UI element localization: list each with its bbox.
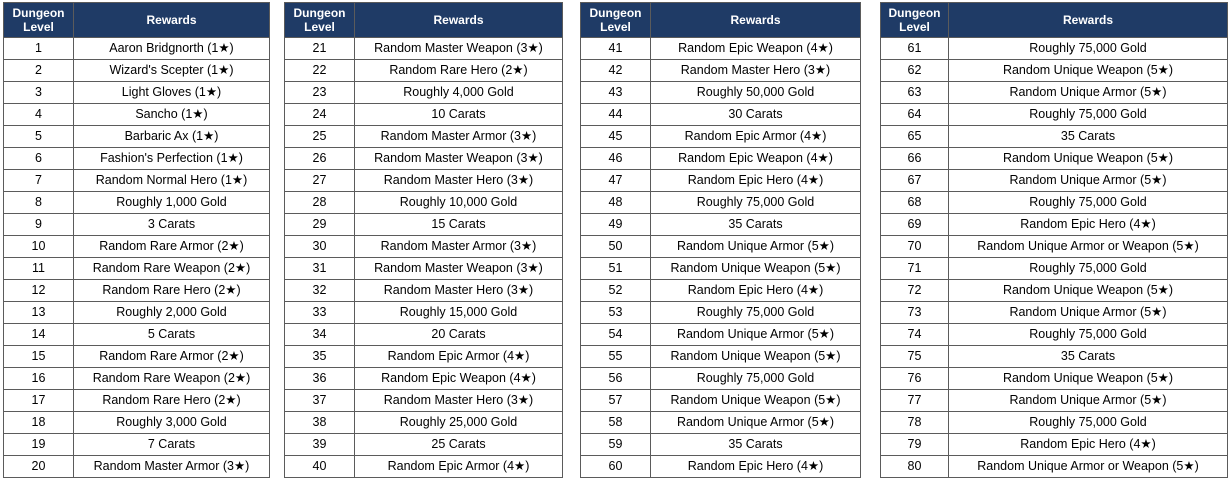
dungeon-level-cell: 10 <box>4 236 74 258</box>
dungeon-level-cell: 18 <box>4 412 74 434</box>
table-row <box>881 280 1228 302</box>
dungeon-level-cell: 78 <box>881 412 949 434</box>
dungeon-level-cell: 43 <box>581 82 651 104</box>
rewards-table-2 <box>284 2 563 478</box>
rewards-table-4 <box>880 2 1228 478</box>
reward-cell: Random Epic Weapon (4★) <box>355 368 563 390</box>
reward-cell: Random Rare Armor (2★) <box>74 236 270 258</box>
dungeon-level-cell: 29 <box>285 214 355 236</box>
dungeon-level-cell: 58 <box>581 412 651 434</box>
dungeon-level-cell: 39 <box>285 434 355 456</box>
table-row <box>4 368 270 390</box>
table-row <box>581 412 861 434</box>
reward-cell: 35 Carats <box>949 346 1228 368</box>
header-level-line1: Dungeon <box>293 6 346 20</box>
table-row <box>285 82 563 104</box>
table-row <box>285 324 563 346</box>
table-row <box>881 434 1228 456</box>
dungeon-level-cell: 77 <box>881 390 949 412</box>
reward-cell: Random Unique Weapon (5★) <box>949 60 1228 82</box>
table-row <box>4 346 270 368</box>
table-row <box>285 258 563 280</box>
table-row <box>4 82 270 104</box>
reward-cell: Roughly 75,000 Gold <box>949 38 1228 60</box>
reward-cell: 30 Carats <box>651 104 861 126</box>
reward-cell: Random Unique Armor or Weapon (5★) <box>949 456 1228 478</box>
table-row <box>285 346 563 368</box>
dungeon-level-cell: 9 <box>4 214 74 236</box>
reward-cell: Roughly 75,000 Gold <box>651 192 861 214</box>
table-row <box>4 412 270 434</box>
table-row <box>285 390 563 412</box>
reward-cell: Random Unique Armor (5★) <box>949 170 1228 192</box>
dungeon-level-cell: 23 <box>285 82 355 104</box>
table-row <box>285 60 563 82</box>
reward-cell: Random Epic Hero (4★) <box>949 434 1228 456</box>
dungeon-level-cell: 68 <box>881 192 949 214</box>
dungeon-level-cell: 66 <box>881 148 949 170</box>
dungeon-level-cell: 31 <box>285 258 355 280</box>
header-level-line2: Level <box>304 20 335 34</box>
table-row <box>881 192 1228 214</box>
reward-cell: 35 Carats <box>651 434 861 456</box>
table-row <box>285 170 563 192</box>
table-row <box>285 280 563 302</box>
dungeon-level-cell: 12 <box>4 280 74 302</box>
dungeon-level-cell: 6 <box>4 148 74 170</box>
dungeon-level-cell: 46 <box>581 148 651 170</box>
table-row <box>4 390 270 412</box>
reward-cell: Random Rare Hero (2★) <box>355 60 563 82</box>
header-dungeon-level <box>581 3 651 38</box>
table-row <box>581 60 861 82</box>
reward-cell: Roughly 2,000 Gold <box>74 302 270 324</box>
dungeon-level-cell: 73 <box>881 302 949 324</box>
reward-cell: Roughly 15,000 Gold <box>355 302 563 324</box>
reward-cell: Random Rare Hero (2★) <box>74 390 270 412</box>
dungeon-level-cell: 40 <box>285 456 355 478</box>
reward-cell: Random Unique Weapon (5★) <box>651 346 861 368</box>
dungeon-level-cell: 34 <box>285 324 355 346</box>
dungeon-level-cell: 35 <box>285 346 355 368</box>
header-dungeon-level <box>4 3 74 38</box>
dungeon-level-cell: 55 <box>581 346 651 368</box>
reward-cell: Random Master Armor (3★) <box>355 236 563 258</box>
table-row <box>4 456 270 478</box>
reward-cell: Random Master Hero (3★) <box>355 170 563 192</box>
reward-cell: Random Unique Weapon (5★) <box>651 390 861 412</box>
reward-cell: Random Unique Armor or Weapon (5★) <box>949 236 1228 258</box>
header-level-line2: Level <box>899 20 930 34</box>
dungeon-level-cell: 50 <box>581 236 651 258</box>
header-level-line2: Level <box>23 20 54 34</box>
dungeon-level-cell: 37 <box>285 390 355 412</box>
reward-cell: Random Unique Armor (5★) <box>651 236 861 258</box>
table-row <box>881 324 1228 346</box>
reward-cell: Random Rare Weapon (2★) <box>74 368 270 390</box>
table-row <box>4 192 270 214</box>
dungeon-level-cell: 15 <box>4 346 74 368</box>
dungeon-level-cell: 32 <box>285 280 355 302</box>
table-row <box>581 236 861 258</box>
table-row <box>285 236 563 258</box>
table-row <box>4 126 270 148</box>
reward-cell: Random Unique Armor (5★) <box>949 302 1228 324</box>
dungeon-level-cell: 30 <box>285 236 355 258</box>
dungeon-level-cell: 59 <box>581 434 651 456</box>
dungeon-level-cell: 24 <box>285 104 355 126</box>
table-row <box>285 38 563 60</box>
table-row <box>285 434 563 456</box>
dungeon-level-cell: 52 <box>581 280 651 302</box>
dungeon-level-cell: 75 <box>881 346 949 368</box>
reward-cell: Random Epic Hero (4★) <box>651 170 861 192</box>
reward-cell: Random Unique Weapon (5★) <box>949 280 1228 302</box>
table-row <box>4 324 270 346</box>
reward-cell: 35 Carats <box>949 126 1228 148</box>
reward-cell: Random Master Hero (3★) <box>651 60 861 82</box>
table-row <box>4 170 270 192</box>
table-row <box>4 148 270 170</box>
table-row <box>581 104 861 126</box>
dungeon-level-cell: 13 <box>4 302 74 324</box>
table-row <box>581 82 861 104</box>
table-row <box>581 148 861 170</box>
reward-cell: Light Gloves (1★) <box>74 82 270 104</box>
dungeon-level-cell: 56 <box>581 368 651 390</box>
dungeon-level-cell: 44 <box>581 104 651 126</box>
dungeon-level-cell: 64 <box>881 104 949 126</box>
reward-cell: 7 Carats <box>74 434 270 456</box>
dungeon-level-cell: 74 <box>881 324 949 346</box>
dungeon-level-cell: 51 <box>581 258 651 280</box>
reward-cell: Random Master Hero (3★) <box>355 280 563 302</box>
reward-cell: Random Epic Hero (4★) <box>651 280 861 302</box>
reward-cell: 10 Carats <box>355 104 563 126</box>
table-row <box>4 236 270 258</box>
table-row <box>581 258 861 280</box>
reward-cell: Random Master Weapon (3★) <box>355 258 563 280</box>
table-row <box>4 258 270 280</box>
reward-cell: Random Epic Armor (4★) <box>355 346 563 368</box>
reward-cell: Roughly 10,000 Gold <box>355 192 563 214</box>
reward-cell: Random Epic Weapon (4★) <box>651 38 861 60</box>
dungeon-level-cell: 76 <box>881 368 949 390</box>
table-row <box>881 368 1228 390</box>
table-row <box>581 368 861 390</box>
table-row <box>285 192 563 214</box>
reward-cell: 35 Carats <box>651 214 861 236</box>
table-row <box>4 434 270 456</box>
rewards-table-1 <box>3 2 270 478</box>
reward-cell: Random Unique Armor (5★) <box>651 324 861 346</box>
table-row <box>581 346 861 368</box>
dungeon-level-cell: 8 <box>4 192 74 214</box>
rewards-table-3 <box>580 2 861 478</box>
table-row <box>581 302 861 324</box>
dungeon-level-cell: 49 <box>581 214 651 236</box>
table-row <box>285 368 563 390</box>
table-row <box>881 104 1228 126</box>
table-row <box>285 126 563 148</box>
table-row <box>881 390 1228 412</box>
reward-cell: Random Epic Hero (4★) <box>949 214 1228 236</box>
table-row <box>881 170 1228 192</box>
table-row <box>285 148 563 170</box>
reward-cell: Roughly 75,000 Gold <box>949 192 1228 214</box>
reward-cell: Aaron Bridgnorth (1★) <box>74 38 270 60</box>
header-rewards: Rewards <box>651 3 861 38</box>
reward-cell: 5 Carats <box>74 324 270 346</box>
reward-cell: Roughly 75,000 Gold <box>949 104 1228 126</box>
reward-cell: Wizard's Scepter (1★) <box>74 60 270 82</box>
header-level-line1: Dungeon <box>12 6 65 20</box>
dungeon-level-cell: 2 <box>4 60 74 82</box>
table-row <box>881 236 1228 258</box>
reward-cell: Random Master Weapon (3★) <box>355 38 563 60</box>
dungeon-level-cell: 26 <box>285 148 355 170</box>
reward-cell: Random Epic Armor (4★) <box>651 126 861 148</box>
reward-cell: Random Epic Hero (4★) <box>651 456 861 478</box>
table-row <box>285 456 563 478</box>
reward-cell: Random Master Armor (3★) <box>74 456 270 478</box>
dungeon-level-cell: 70 <box>881 236 949 258</box>
table-row <box>881 302 1228 324</box>
reward-cell: Roughly 75,000 Gold <box>651 368 861 390</box>
reward-cell: Random Epic Weapon (4★) <box>651 148 861 170</box>
reward-cell: Random Unique Armor (5★) <box>949 390 1228 412</box>
reward-cell: Random Epic Armor (4★) <box>355 456 563 478</box>
dungeon-level-cell: 1 <box>4 38 74 60</box>
table-row <box>285 302 563 324</box>
dungeon-level-cell: 57 <box>581 390 651 412</box>
header-level-line2: Level <box>600 20 631 34</box>
reward-cell: Roughly 75,000 Gold <box>651 302 861 324</box>
dungeon-level-cell: 20 <box>4 456 74 478</box>
reward-cell: 3 Carats <box>74 214 270 236</box>
dungeon-level-cell: 69 <box>881 214 949 236</box>
reward-cell: Roughly 75,000 Gold <box>949 412 1228 434</box>
table-row <box>285 412 563 434</box>
reward-cell: Random Unique Armor (5★) <box>949 82 1228 104</box>
table-row <box>581 390 861 412</box>
reward-cell: Roughly 50,000 Gold <box>651 82 861 104</box>
dungeon-level-cell: 71 <box>881 258 949 280</box>
table-row <box>285 104 563 126</box>
reward-cell: Random Unique Armor (5★) <box>651 412 861 434</box>
reward-cell: 20 Carats <box>355 324 563 346</box>
table-row <box>881 148 1228 170</box>
dungeon-level-cell: 3 <box>4 82 74 104</box>
reward-cell: Roughly 3,000 Gold <box>74 412 270 434</box>
reward-cell: Random Normal Hero (1★) <box>74 170 270 192</box>
table-row <box>581 324 861 346</box>
reward-cell: Random Rare Weapon (2★) <box>74 258 270 280</box>
reward-cell: Sancho (1★) <box>74 104 270 126</box>
reward-cell: Random Unique Weapon (5★) <box>651 258 861 280</box>
dungeon-level-cell: 54 <box>581 324 651 346</box>
table-row <box>881 60 1228 82</box>
table-row <box>285 214 563 236</box>
dungeon-level-cell: 19 <box>4 434 74 456</box>
reward-cell: 25 Carats <box>355 434 563 456</box>
reward-cell: Random Unique Weapon (5★) <box>949 148 1228 170</box>
reward-cell: Roughly 75,000 Gold <box>949 258 1228 280</box>
dungeon-level-cell: 53 <box>581 302 651 324</box>
header-rewards: Rewards <box>355 3 563 38</box>
dungeon-level-cell: 7 <box>4 170 74 192</box>
dungeon-level-cell: 5 <box>4 126 74 148</box>
dungeon-level-cell: 65 <box>881 126 949 148</box>
reward-cell: Random Master Armor (3★) <box>355 126 563 148</box>
table-row <box>881 412 1228 434</box>
header-rewards: Rewards <box>74 3 270 38</box>
dungeon-level-cell: 41 <box>581 38 651 60</box>
reward-cell: Roughly 4,000 Gold <box>355 82 563 104</box>
dungeon-level-cell: 67 <box>881 170 949 192</box>
table-row <box>881 126 1228 148</box>
table-row <box>881 214 1228 236</box>
dungeon-level-cell: 80 <box>881 456 949 478</box>
table-row <box>881 82 1228 104</box>
reward-cell: Fashion's Perfection (1★) <box>74 148 270 170</box>
reward-cell: Roughly 25,000 Gold <box>355 412 563 434</box>
reward-cell: Barbaric Ax (1★) <box>74 126 270 148</box>
table-row <box>4 302 270 324</box>
header-dungeon-level <box>285 3 355 38</box>
reward-cell: Random Rare Hero (2★) <box>74 280 270 302</box>
dungeon-level-cell: 48 <box>581 192 651 214</box>
dungeon-level-cell: 45 <box>581 126 651 148</box>
reward-cell: 15 Carats <box>355 214 563 236</box>
table-row <box>881 258 1228 280</box>
table-row <box>4 60 270 82</box>
header-level-line1: Dungeon <box>589 6 642 20</box>
table-row <box>581 192 861 214</box>
header-rewards: Rewards <box>949 3 1228 38</box>
reward-cell: Roughly 75,000 Gold <box>949 324 1228 346</box>
dungeon-level-cell: 36 <box>285 368 355 390</box>
dungeon-level-cell: 72 <box>881 280 949 302</box>
table-row <box>581 170 861 192</box>
dungeon-level-cell: 62 <box>881 60 949 82</box>
header-dungeon-level <box>881 3 949 38</box>
dungeon-level-cell: 4 <box>4 104 74 126</box>
header-level-line1: Dungeon <box>888 6 941 20</box>
dungeon-level-cell: 14 <box>4 324 74 346</box>
dungeon-level-cell: 42 <box>581 60 651 82</box>
table-row <box>581 126 861 148</box>
dungeon-level-cell: 25 <box>285 126 355 148</box>
dungeon-level-cell: 60 <box>581 456 651 478</box>
dungeon-level-cell: 22 <box>285 60 355 82</box>
dungeon-level-cell: 11 <box>4 258 74 280</box>
dungeon-level-cell: 38 <box>285 412 355 434</box>
table-row <box>4 280 270 302</box>
table-row <box>4 214 270 236</box>
dungeon-level-cell: 27 <box>285 170 355 192</box>
dungeon-level-cell: 28 <box>285 192 355 214</box>
dungeon-level-cell: 17 <box>4 390 74 412</box>
table-row <box>581 214 861 236</box>
dungeon-level-cell: 16 <box>4 368 74 390</box>
dungeon-level-cell: 47 <box>581 170 651 192</box>
table-row <box>581 434 861 456</box>
table-row <box>881 346 1228 368</box>
table-row <box>4 104 270 126</box>
dungeon-level-cell: 21 <box>285 38 355 60</box>
table-row <box>881 456 1228 478</box>
dungeon-level-cell: 61 <box>881 38 949 60</box>
table-row <box>581 38 861 60</box>
reward-cell: Random Unique Weapon (5★) <box>949 368 1228 390</box>
dungeon-level-cell: 33 <box>285 302 355 324</box>
table-row <box>881 38 1228 60</box>
reward-cell: Roughly 1,000 Gold <box>74 192 270 214</box>
dungeon-level-cell: 79 <box>881 434 949 456</box>
reward-cell: Random Rare Armor (2★) <box>74 346 270 368</box>
table-row <box>4 38 270 60</box>
table-row <box>581 456 861 478</box>
reward-cell: Random Master Weapon (3★) <box>355 148 563 170</box>
dungeon-level-cell: 63 <box>881 82 949 104</box>
table-row <box>581 280 861 302</box>
reward-cell: Random Master Hero (3★) <box>355 390 563 412</box>
